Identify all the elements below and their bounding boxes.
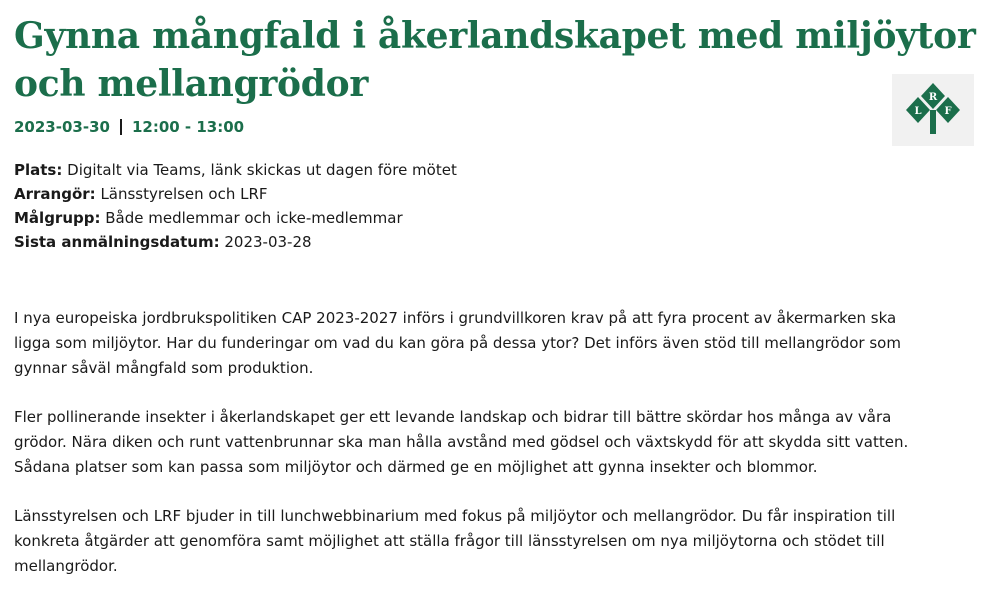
logo-letter-f: F <box>944 106 952 117</box>
detail-value: 2023-03-28 <box>224 233 312 251</box>
paragraph-line: konkreta åtgärder att genomföra samt möjlighet att ställa frågor till länsstyrelsen om nya miljöytorna och stödet till <box>14 532 885 550</box>
paragraph-line: Länsstyrelsen och LRF bjuder in till lunchwebbinarium med fokus på miljöytor och mellangrödor. Du får inspiration till <box>14 507 896 525</box>
detail-row-deadline <box>14 230 457 254</box>
lrf-logo <box>892 74 974 146</box>
page-title <box>14 12 1000 108</box>
detail-row-location <box>14 158 457 182</box>
event-time: 12:00 - 13:00 <box>131 118 245 136</box>
paragraph-line: ligga som miljöytor. Har du funderingar om vad du kan göra på dessa ytor? Det införs även stöd till mellangrödor som <box>14 334 901 352</box>
event-description <box>14 306 994 603</box>
detail-label: Arrangör: <box>14 185 96 203</box>
paragraph-line: Sådana platser som kan passa som miljöytor och därmed ge en möjlighet att gynna insekter och blommor. <box>14 458 818 476</box>
event-date: 2023-03-30 <box>14 118 110 136</box>
paragraph-line: I nya europeiska jordbrukspolitiken CAP 2023-2027 införs i grundvillkoren krav på att fyra procent av åkermarken ska <box>14 309 897 327</box>
detail-label: Plats: <box>14 161 63 179</box>
detail-value: Digitalt via Teams, länk skickas ut dagen före mötet <box>67 161 457 179</box>
paragraph <box>14 405 994 480</box>
logo-letter-l: L <box>914 106 922 117</box>
paragraph-line: mellangrödor. <box>14 557 118 575</box>
detail-label: Sista anmälningsdatum: <box>14 233 220 251</box>
event-datetime <box>14 118 244 136</box>
detail-value: Både medlemmar och icke-medlemmar <box>105 209 403 227</box>
paragraph <box>14 504 994 579</box>
event-details <box>14 158 457 254</box>
paragraph <box>14 306 994 381</box>
detail-row-audience <box>14 206 457 230</box>
paragraph-line: Fler pollinerande insekter i åkerlandskapet ger ett levande landskap och bidrar till bättre skördar hos många av våra <box>14 408 892 426</box>
paragraph-line: grödor. Nära diken och runt vattenbrunnar ska man hålla avstånd med gödsel och växtskydd för att skydda sitt vatten. <box>14 433 909 451</box>
separator <box>120 119 122 135</box>
detail-row-organizer <box>14 182 457 206</box>
logo-letter-r: R <box>928 92 938 103</box>
detail-label: Målgrupp: <box>14 209 101 227</box>
detail-value: Länsstyrelsen och LRF <box>100 185 268 203</box>
title-line-2: och mellangrödor <box>14 63 368 105</box>
paragraph-line: gynnar såväl mångfald som produktion. <box>14 359 314 377</box>
title-line-1: Gynna mångfald i åkerlandskapet med miljöytor <box>14 15 976 57</box>
